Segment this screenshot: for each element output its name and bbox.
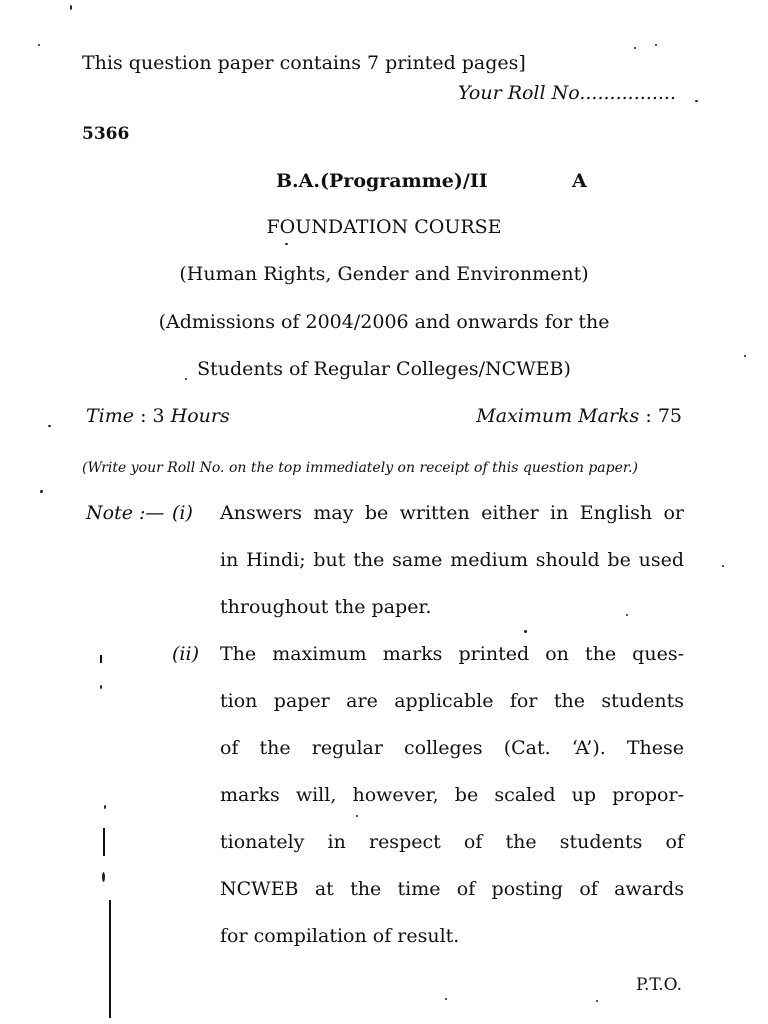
scan-speck xyxy=(626,614,628,616)
course-name: FOUNDATION COURSE xyxy=(266,216,502,238)
note-item-line: Answers may be written either in English or xyxy=(220,502,684,524)
please-turn-over: P.T.O. xyxy=(636,975,682,995)
note-item-number: (ii) xyxy=(172,643,199,665)
scan-artifact-line xyxy=(100,655,102,663)
scan-speck xyxy=(744,355,746,357)
paper-set: A xyxy=(572,170,587,192)
note-item-line: The maximum marks printed on the ques- xyxy=(220,643,684,665)
scan-speck xyxy=(596,1000,598,1002)
note-label: Note :— xyxy=(86,502,165,524)
time-unit: Hours xyxy=(170,405,230,427)
scan-speck xyxy=(38,44,40,46)
pages-note: This question paper contains 7 printed pages] xyxy=(82,52,526,74)
note-item-line: marks will, however, be scaled up propor- xyxy=(220,784,684,806)
scan-speck xyxy=(70,5,72,10)
time-value: 3 xyxy=(152,405,165,427)
paper-code: 5366 xyxy=(82,124,130,144)
scan-speck xyxy=(100,685,102,689)
marks-value: 75 xyxy=(657,405,682,427)
scan-speck xyxy=(634,47,636,49)
note-item-line: tion paper are applicable for the students xyxy=(220,690,684,712)
marks-separator: : xyxy=(645,405,652,427)
note-item-line: for compilation of result. xyxy=(220,925,460,947)
scan-speck xyxy=(40,490,43,493)
marks-label: Maximum Marks xyxy=(476,405,640,427)
scan-speck xyxy=(285,243,288,245)
note-item-line: NCWEB at the time of posting of awards xyxy=(220,878,684,900)
note-item-line: tionately in respect of the students of xyxy=(220,831,684,853)
scan-speck xyxy=(524,630,527,633)
scan-artifact-line xyxy=(103,828,105,856)
time-label: Time xyxy=(86,405,135,427)
scan-speck xyxy=(445,998,447,1000)
note-item-line: throughout the paper. xyxy=(220,596,432,618)
students-line: Students of Regular Colleges/NCWEB) xyxy=(197,358,571,380)
scan-speck xyxy=(722,565,724,567)
scan-speck xyxy=(104,805,106,809)
scan-speck xyxy=(185,378,187,380)
maximum-marks xyxy=(476,405,682,427)
time-allowed xyxy=(86,405,230,427)
roll-number-instruction: (Write your Roll No. on the top immediately on receipt of this question paper.) xyxy=(82,460,638,476)
course-title: B.A.(Programme)/II xyxy=(276,170,488,192)
scan-speck xyxy=(695,100,698,102)
note-item-number: (i) xyxy=(172,502,193,524)
scan-speck xyxy=(48,425,51,427)
note-item-line: in Hindi; but the same medium should be used xyxy=(220,549,684,571)
admissions-line: (Admissions of 2004/2006 and onwards for the xyxy=(158,311,610,333)
time-separator: : xyxy=(140,405,147,427)
scan-speck xyxy=(102,872,105,882)
note-item-line: of the regular colleges (Cat. ‘A’). These xyxy=(220,737,684,759)
scan-artifact-line xyxy=(109,900,111,1018)
course-subjects: (Human Rights, Gender and Environment) xyxy=(179,263,589,285)
roll-number-field: Your Roll No................ xyxy=(458,82,676,104)
scan-speck xyxy=(356,815,358,817)
scan-speck xyxy=(655,44,657,46)
